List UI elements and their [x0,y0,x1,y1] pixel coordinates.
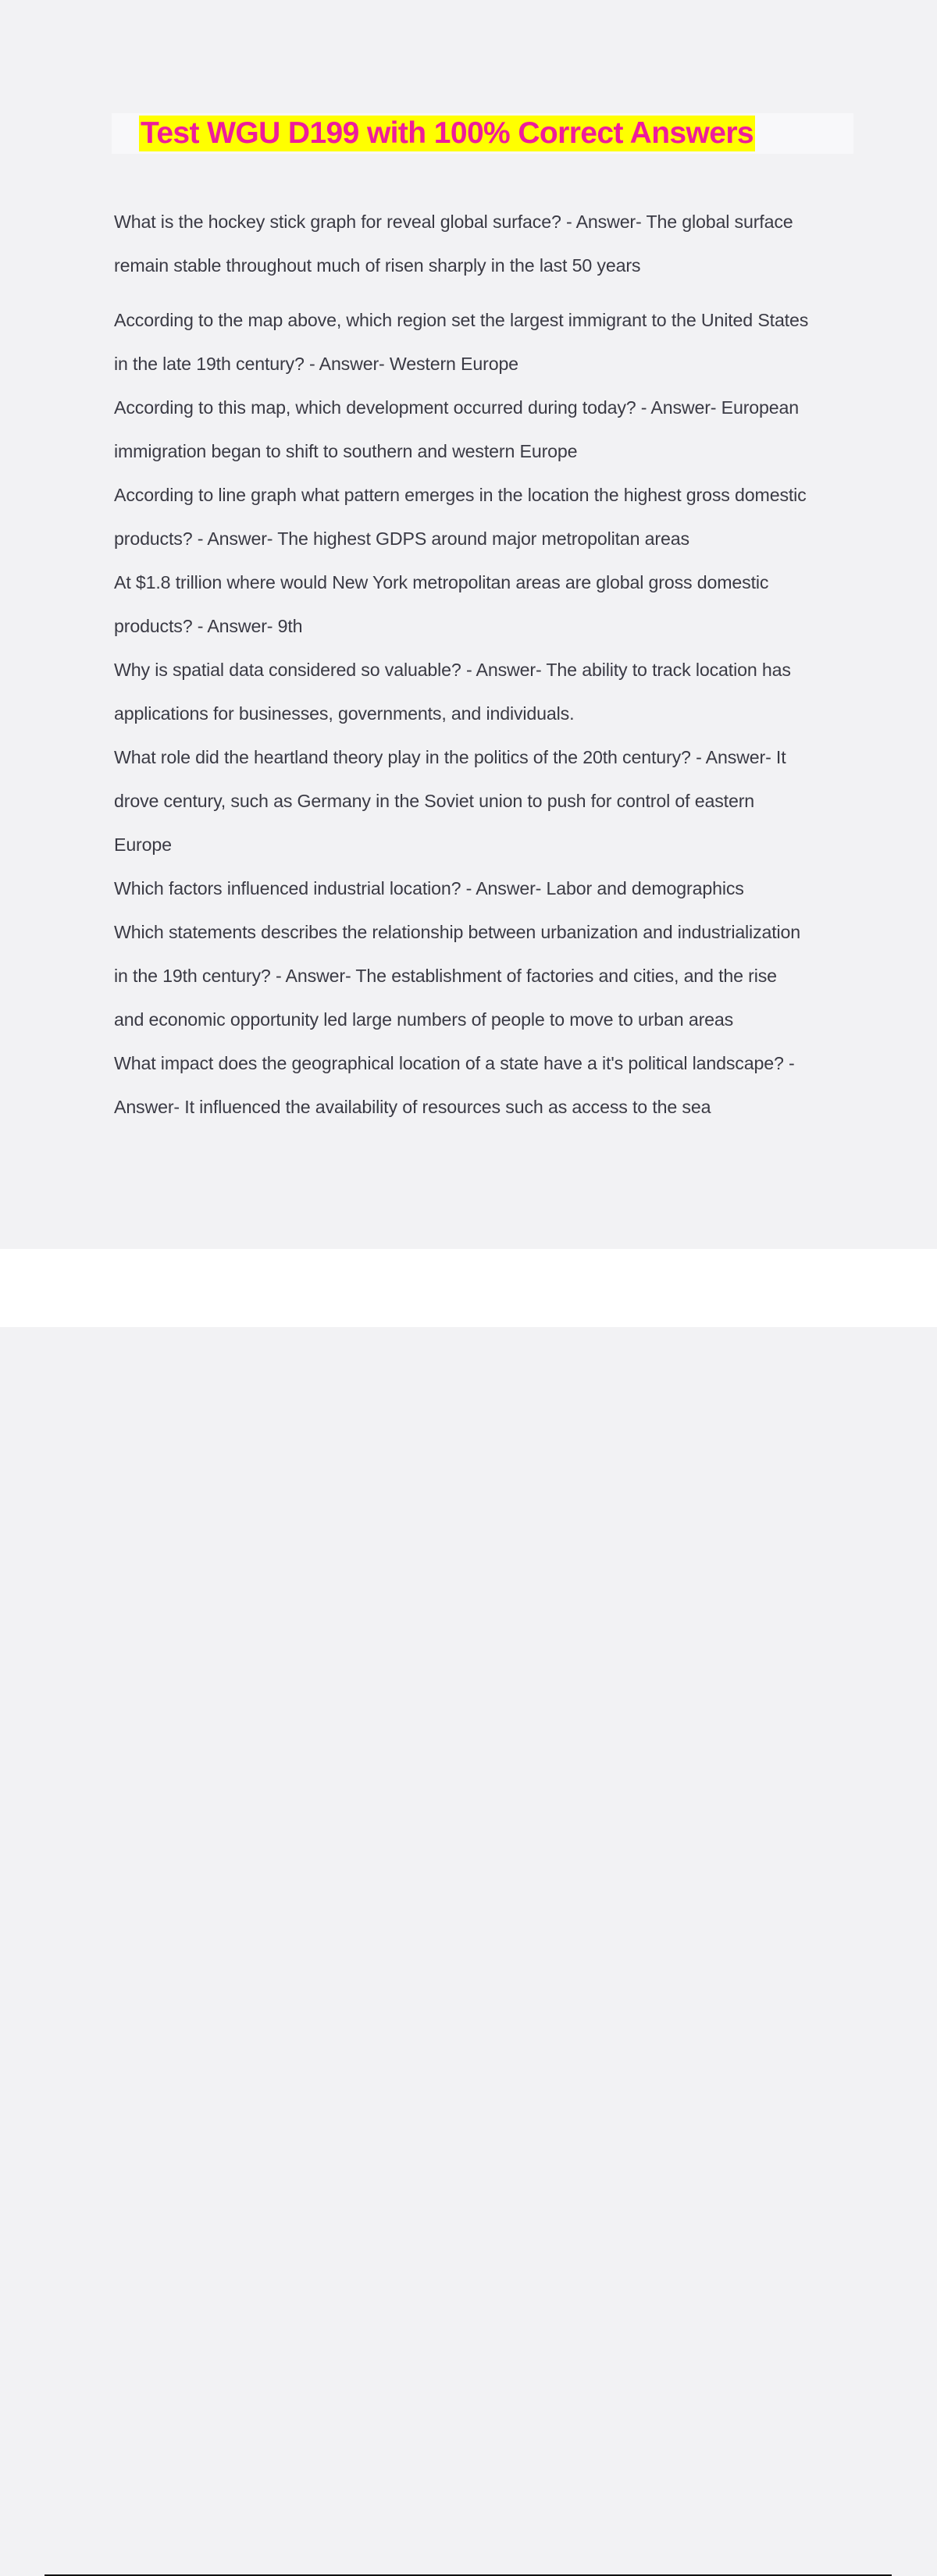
qa-line: Which factors influenced industrial location? - Answer- Labor and demographics [114,878,744,898]
qa-line: and economic opportunity led large numbers of people to move to urban areas [114,1009,734,1030]
qa-line: in the late 19th century? - Answer- Western Europe [114,354,518,374]
qa-line: Europe [114,834,172,855]
qa-line: At $1.8 trillion where would New York metropolitan areas are global gross domestic [114,572,769,592]
qa-line: According to the map above, which region set the largest immigrant to the United States [114,310,809,330]
qa-line: According to line graph what pattern emerges in the location the highest gross domestic [114,485,807,505]
qa-list [114,200,856,1129]
qa-item [114,648,856,735]
qa-item [114,735,856,866]
qa-item [114,866,856,910]
qa-line: applications for businesses, governments, and individuals. [114,703,575,724]
qa-line: products? - Answer- The highest GDPS around major metropolitan areas [114,528,689,549]
qa-line: drove century, such as Germany in the Soviet union to push for control of eastern [114,791,755,811]
qa-item [114,560,856,648]
qa-line: Why is spatial data considered so valuable? - Answer- The ability to track location has [114,660,791,680]
document-title: Test WGU D199 with 100% Correct Answers [141,116,754,150]
qa-item [114,298,856,386]
qa-line: remain stable throughout much of risen sharply in the last 50 years [114,255,641,276]
qa-line: What is the hockey stick graph for reveal global surface? - Answer- The global surface [114,212,793,232]
qa-line: in the 19th century? - Answer- The establishment of factories and cities, and the rise [114,966,777,986]
qa-line: According to this map, which development occurred during today? - Answer- European [114,397,800,418]
page-footer [0,1249,937,1327]
qa-line: What impact does the geographical location of a state have a it's political landscape? - [114,1053,795,1073]
qa-item [114,910,856,1041]
qa-line: products? - Answer- 9th [114,616,303,636]
qa-item [114,200,856,287]
qa-line: Answer- It influenced the availability of resources such as access to the sea [114,1097,711,1117]
qa-line: Which statements describes the relationship between urbanization and industrialization [114,922,801,942]
qa-line: immigration began to shift to southern and western Europe [114,441,578,461]
qa-line: What role did the heartland theory play in the politics of the 20th century? - Answer- It [114,747,786,767]
qa-item [114,1041,856,1129]
qa-item [114,386,856,473]
qa-item [114,473,856,560]
